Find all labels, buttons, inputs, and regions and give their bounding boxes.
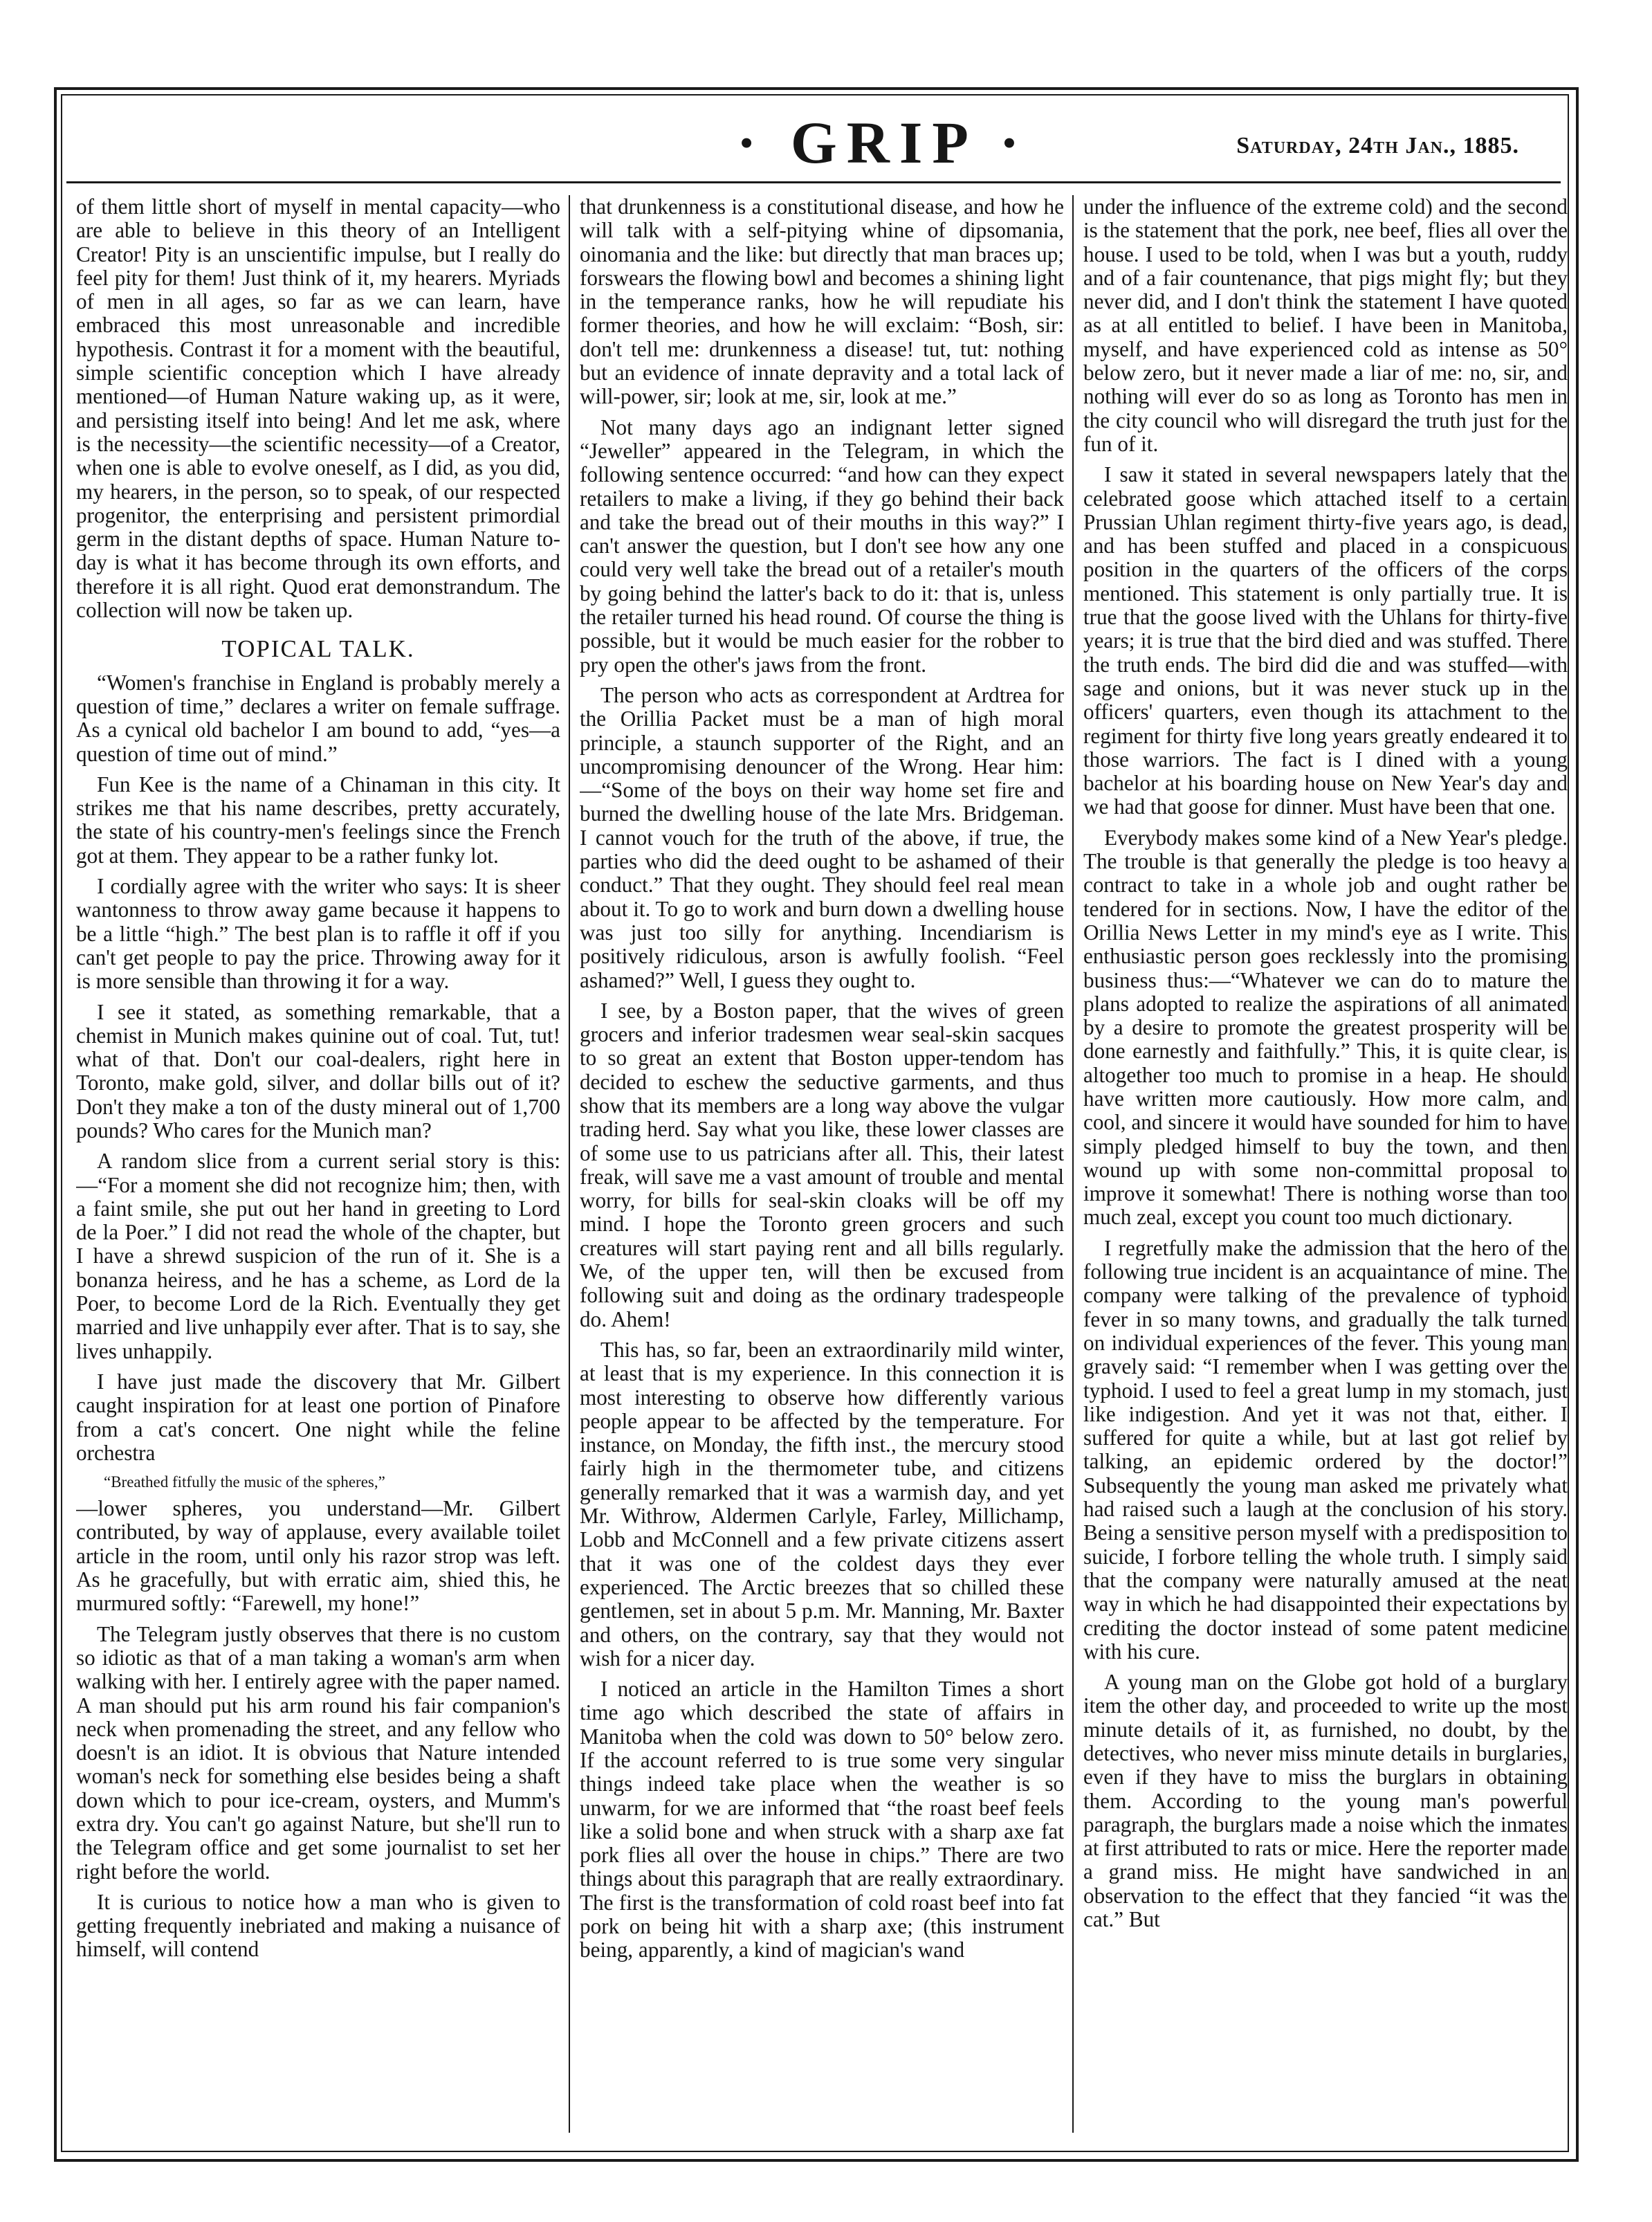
article-paragraph: Fun Kee is the name of a Chinaman in this city. It strikes me that his name describes, pretty accurately, the state of his country-men's feelings since the French got at them. They appear to be a rather funky lot.	[76, 772, 560, 868]
header-rule	[66, 181, 1561, 183]
masthead	[66, 104, 1561, 180]
article-paragraph: I see, by a Boston paper, that the wives of green grocers and inferior tradesmen wear seal-skin sacques to so great an extent that Boston upper-tendom has decided to eschew the seductive garments, and thus show that its members are a long way above the vulgar trading herd. Say what you like, these lower classes are of some use to us patricians after all. This, their latest freak, will save me a vast amount of trouble and mental worry, for bills for seal-skin cloaks will be off my mind. I hope the Toronto green grocers and such creatures will start paying rent and all bills regularly. We, of the upper ten, will then be excused from following suit and doing as the ordinary tradespeople do. Ahem!	[580, 998, 1064, 1331]
article-paragraph: I cordially agree with the writer who says: It is sheer wantonness to throw away game because it happens to be a little “high.” The best plan is to raffle it off if you can't get people to pay the price. Throwing away for it is more sensible than throwing it for a way.	[76, 874, 560, 994]
article-paragraph: Not many days ago an indignant letter signed “Jeweller” appeared in the Telegram, in which the following sentence occurred: “and how can they expect retailers to make a living, if they go behind their back and take the bread out of their mouths in this way?” I can't answer the question, but I don't see how any one could very well take the bread out of a retailer's mouth by going behind the latter's back to do it: that is, unless the retailer turned his head round. Of course the thing is possible, but it would be much easier for the robber to pry open the other's jaws from the front.	[580, 415, 1064, 677]
article-paragraph: “Women's franchise in England is probably merely a question of time,” declares a writer on female suffrage. As a cynical old bachelor I am bound to add, “yes—a question of time out of mind.”	[76, 670, 560, 766]
article-paragraph: Everybody makes some kind of a New Year's pledge. The trouble is that generally the pledge is too heavy a contract to take in a whole job and ought rather be tendered for in sections. Now, I have the editor of the Orillia News Letter in my mind's eye as I write. This enthusiastic person goes recklessly into the promising business thus:—“Whatever we can do to mature the plans adopted to realize the aspirations of all animated by a desire to promote the greatest prosperity will be done earnestly and faithfully.” This, it is quite clear, is altogether too much to promise in a heap. He should have written more cautiously. How more calm, and cool, and sincere it would have sounded for him to have simply pledged himself to buy the town, and then wound up with some non-committal proposal to improve it somewhat! There is nothing worse than too much zeal, except you count too much dictionary.	[1083, 825, 1568, 1230]
column-divider	[1072, 195, 1074, 2133]
article-paragraph: I regretfully make the admission that the hero of the following true incident is an acquaintance of mine. The company were talking of the prevalence of typhoid fever in so many towns, and gradually the talk turned on individual experiences of the fever. This young man gravely said: “I remember when I was getting over the typhoid. I used to feel a great lump in my stomach, just like indigestion. And yet it was not that, either. I suffered for quite a while, but at last got relief by talking, an epidemic ordered by the doctor!” Subsequently the young man asked me privately what had raised such a laugh at the conclusion of his story. Being a sensitive person myself with a predisposition to suicide, I forbore telling the whole truth. I simply said that the company were naturally amused at the neat way in which he had disappointed their expectations by crediting the doctor instead of some patent medicine with his cure.	[1083, 1235, 1568, 1664]
article-paragraph: of them little short of myself in mental capacity—who are able to believe in this theory of an Intelligent Creator! Pity is an unscientific impulse, but I really do feel pity for them! Just think of it, my hearers. Myriads of men in all ages, so far as we can learn, have embraced this most unreasonable and incredible hypothesis. Contrast it for a moment with the beautiful, simple scientific conception which I have already mentioned—of Human Nature waking up, as it were, and persisting itself into being! And let me ask, where is the necessity—the scientific necessity—of a Creator, when one is able to evolve oneself, as I did, as you did, my hearers, in the person, so to speak, of our respected progenitor, the enterprising and persistent primordial germ in the distant depths of space. Human Nature to-day is what it has become through its own efforts, and therefore it is all right. Quod erat demonstrandum. The collection will now be taken up.	[76, 195, 560, 623]
article-paragraph: —lower spheres, you understand—Mr. Gilbert contributed, by way of applause, every available toilet article in the room, until only his razor strop was left. As he gracefully, but with erratic aim, shied this, he murmured softly: “Farewell, my hone!”	[76, 1496, 560, 1616]
article-paragraph: It is curious to notice how a man who is given to getting frequently inebriated and making a nuisance of himself, will contend	[76, 1889, 560, 1962]
article-paragraph: I saw it stated in several newspapers lately that the celebrated goose which attached itself to a certain Prussian Uhlan regiment thirty-five years ago, is dead, and has been stuffed and placed in a conspicuous position in the quarters of the officers of the corps mentioned. This statement is only partially true. It is true that the goose lived with the Uhlans for thirty-five years; it is true that the bird died and was stuffed. There the truth ends. The bird did die and was stuffed—with sage and onions, but it was never stuck up in the officers' quarters, even though its attachment to the regiment for thirty five long years greatly endeared it to those warriors. The fact is I dined with a young bachelor at his boarding house on New Year's day and we had that goose for dinner. Must have been that one.	[1083, 462, 1568, 819]
article-paragraph: under the influence of the extreme cold) and the second is the statement that the pork, nee beef, flies all over the house. I used to be told, when I was but a youth, ruddy and of a fair countenance, that pigs might fly; but they never did, and I don't think the statement I have quoted as at all entitled to belief. I have been in Manitoba, myself, and have experienced cold as intense as 50° below zero, but it never made a liar of me: no, sir, and nothing will ever do so as long as Toronto has men in the city council who will disregard the truth just for the fun of it.	[1083, 195, 1568, 456]
issue-date: Saturday, 24th Jan., 1885.	[1236, 133, 1519, 158]
section-heading: TOPICAL TALK.	[221, 635, 415, 663]
article-paragraph: I have just made the discovery that Mr. Gilbert caught inspiration for at least one portion of Pinafore from a cat's concert. One night while the feline orchestra	[76, 1369, 560, 1465]
article-paragraph: that drunkenness is a constitutional disease, and how he will talk with a self-pitying whine of dipsomania, oinomania and the like: but directly that man braces up; forswears the flowing bowl and becomes a shining light in the temperance ranks, how he will repudiate his former theories, and how he will exclaim: “Bosh, sir: don't tell me: drunkenness a disease! tut, tut: nothing but an evidence of innate depravity and a total lack of will-power, sir; look at me, sir, look at me.”	[580, 195, 1064, 409]
column-1	[76, 195, 560, 2133]
column-divider	[569, 195, 570, 2133]
column-2	[580, 195, 1064, 2133]
masthead-title: · GRIP ·	[736, 109, 1029, 176]
verse-quote: “Breathed fitfully the music of the spheres,”	[104, 1473, 385, 1491]
article-paragraph: I see it stated, as something remarkable, that a chemist in Munich makes quinine out of coal. Tut, tut! what of that. Don't our coal-dealers, right here in Toronto, make gold, silver, and dollar bills out of it? Don't they make a ton of the dusty mineral out of 1,700 pounds? Who cares for the Munich man?	[76, 999, 560, 1142]
article-paragraph: This has, so far, been an extraordinarily mild winter, at least that is my experience. In this connection it is most interesting to observe how differently various people appear to be affected by the temperature. For instance, on Monday, the fifth inst., the mercury stood fairly high in the thermometer tube, and citizens generally remarked that it was a warmish day, and yet Mr. Withrow, Aldermen Carlyle, Farley, Millichamp, Lobb and McConnell and a few private citizens assert that it was one of the coldest days they ever experienced. The Arctic breezes that so chilled these gentlemen, set in about 5 p.m. Mr. Manning, Mr. Baxter and others, on the contrary, say that they would not wish for a nicer day.	[580, 1337, 1064, 1670]
article-paragraph: I noticed an article in the Hamilton Times a short time ago which described the state of affairs in Manitoba when the cold was down to 50° below zero. If the account referred to is true some very singular things indeed take place when the weather is so unwarm, for we are informed that “the roast beef feels like a solid bone and when struck with a sharp axe fat pork flies all over the house in chips.” There are two things about this paragraph that are really extraordinary. The first is the transformation of cold roast beef into fat pork on being hit with a sharp axe; (this instrument being, apparently, a kind of magician's wand	[580, 1677, 1064, 1963]
article-paragraph: A young man on the Globe got hold of a burglary item the other day, and proceeded to write up the most minute details of it, as furnished, no doubt, by the detectives, who never miss minute details in burglaries, even if they have to miss the burglars in obtaining them. According to the young man's powerful paragraph, the burglars made a noise which the inmates at first attributed to rats or mice. Here the reporter made a grand miss. He might have sandwiched in an observation to the effect that they fancied “it was the cat.” But	[1083, 1670, 1568, 1932]
column-3	[1083, 195, 1568, 2133]
article-paragraph: The Telegram justly observes that there is no custom so idiotic as that of a man taking a woman's arm when walking with her. I entirely agree with the paper named. A man should put his arm round his fair companion's neck when promenading the street, and any fellow who doesn't is an idiot. It is obvious that Nature intended woman's neck for something else besides being a shaft down which to pour ice-cream, oysters, and Mumm's extra dry. You can't go against Nature, but she'll run to the Telegram office and get some journalist to set her right before the world.	[76, 1621, 560, 1884]
article-paragraph: The person who acts as correspondent at Ardtrea for the Orillia Packet must be a man of high moral principle, a staunch supporter of the Right, and an uncompromising denouncer of the Wrong. Hear him:—“Some of the boys on their way home set fire and burned the dwelling house of the late Mrs. Bridgeman. I cannot vouch for the truth of the above, if true, the parties who did the deed ought to be ashamed of their conduct.” That they ought. They should feel real mean about it. To go to work and burn down a dwelling house was just too silly for anything. Incendiarism is positively ridiculous, arson is awfully foolish. “Feel ashamed?” Well, I guess they ought to.	[580, 682, 1064, 992]
article-paragraph: A random slice from a current serial story is this:—“For a moment she did not recognize him; then, with a faint smile, she put out her hand in greeting to Lord de la Poer.” I did not read the whole of the chapter, but I have a shrewd suspicion of the run of it. She is a bonanza heiress, and he has a scheme, as Lord de la Poer, to become Lord de la Rich. Eventually they get married and live unhappily ever after. That is to say, she lives unhappily.	[76, 1149, 560, 1363]
